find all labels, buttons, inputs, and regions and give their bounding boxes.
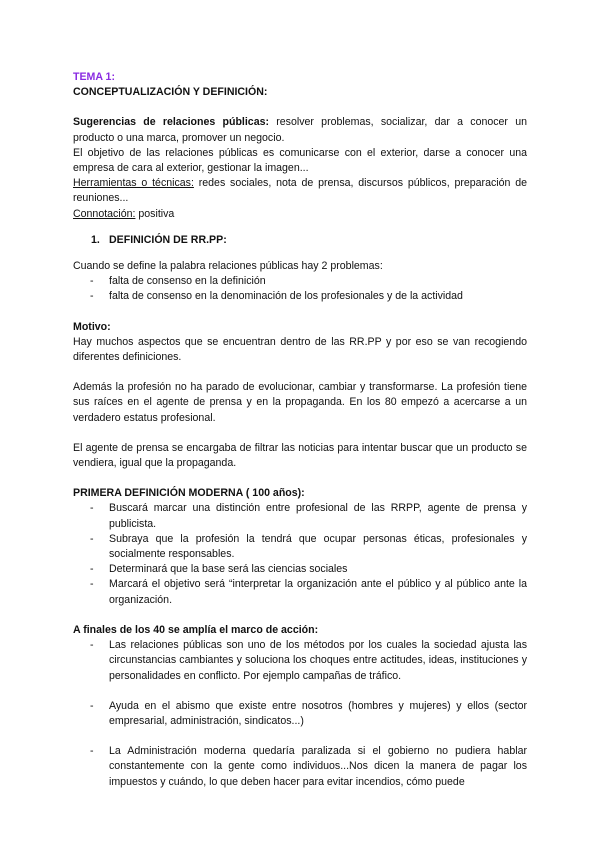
finales-40-list — [73, 699, 527, 729]
finales-40-list — [73, 744, 527, 790]
herramientas-paragraph — [73, 176, 527, 206]
list-item: - Las relaciones públicas son uno de los métodos por los cuales la sociedad ajusta las circunstancias cambiantes y soluciona los choques entre actitudes, ideas, instituciones y personalidades en conflicto. Por ejemplo campañas de tráfico. — [73, 638, 527, 684]
problemas-list — [73, 274, 527, 304]
herramientas-label: Herramientas o técnicas: — [73, 177, 194, 190]
connotacion-text: positiva — [135, 207, 175, 220]
spacer — [73, 684, 527, 699]
list-item: - Ayuda en el abismo que existe entre nosotros (hombres y mujeres) y ellos (sector empresarial, administración, sindicatos...) — [73, 699, 527, 729]
list-item: - falta de consenso en la denominación de los profesionales y de la actividad — [73, 289, 527, 304]
spacer — [73, 471, 527, 486]
finales-40-list — [73, 638, 527, 684]
list-item: - Marcará el objetivo será “interpretar la organización ante el público y al público ante la organización. — [73, 577, 527, 607]
motivo-paragraph: Hay muchos aspectos que se encuentran dentro de las RR.PP y por eso se van recogiendo diferentes definiciones. — [73, 335, 527, 364]
finales-40-title: A finales de los 40 se amplía el marco de acción: — [73, 623, 319, 636]
spacer — [73, 305, 527, 320]
tema-label: TEMA 1: — [73, 71, 115, 83]
connotacion-label: Connotación: — [73, 207, 136, 220]
primera-definicion-list — [73, 501, 527, 607]
agente-paragraph: El agente de prensa se encargaba de filtrar las noticias para intentar buscar que un producto se vendiera, igual que la propaganda. — [73, 441, 527, 470]
herramientas-text: redes sociales, nota de prensa, discursos públicos, preparación de reuniones... — [73, 177, 528, 205]
problemas-intro: Cuando se define la palabra relaciones públicas hay 2 problemas: — [73, 260, 383, 273]
list-item: - falta de consenso en la definición — [73, 274, 527, 289]
spacer — [73, 248, 527, 259]
document-page — [73, 70, 527, 790]
spacer — [73, 729, 527, 744]
section-number: 1. — [91, 233, 100, 246]
objetivo-paragraph: El objetivo de las relaciones públicas es comunicarse con el exterior, darse a conocer una empresa de cara al exterior, gestionar la imagen... — [73, 146, 527, 175]
primera-definicion-title: PRIMERA DEFINICIÓN MODERNA ( 100 años): — [73, 487, 305, 500]
tema-title: CONCEPTUALIZACIÓN Y DEFINICIÓN: — [73, 86, 268, 99]
motivo-label: Motivo: — [73, 320, 111, 333]
spacer — [73, 365, 527, 380]
evolucion-paragraph: Además la profesión no ha parado de evolucionar, cambiar y transformarse. La profesión tiene sus raíces en el agente de prensa y en la propaganda. En los 80 empezó a acercarse a un verdadero estatus profesional. — [73, 381, 527, 424]
spacer — [73, 222, 527, 233]
sugerencias-label: Sugerencias de relaciones públicas: — [73, 116, 270, 129]
sugerencias-paragraph — [73, 115, 527, 145]
spacer — [73, 608, 527, 623]
section-title: DEFINICIÓN DE RR.PP: — [109, 233, 227, 246]
section-heading — [73, 233, 527, 248]
connotacion-paragraph — [73, 207, 527, 222]
list-item: - Buscará marcar una distinción entre profesional de las RRPP, agente de prensa y publicista. — [73, 501, 527, 531]
list-item: - Subraya que la profesión la tendrá que ocupar personas éticas, profesionales y socialmente responsables. — [73, 532, 527, 562]
list-item: - La Administración moderna quedaría paralizada si el gobierno no pudiera hablar constantemente con la gente como individuos...Nos dicen la manera de pagar los impuestos y cuándo, lo que deben hacer para evitar incendios, cómo puede — [73, 744, 527, 790]
sugerencias-text: resolver problemas, socializar, dar a conocer un producto o una marca, promover un negocio. — [73, 116, 527, 144]
list-item: - Determinará que la base será las ciencias sociales — [73, 562, 527, 577]
spacer — [73, 100, 527, 115]
spacer — [73, 426, 527, 441]
